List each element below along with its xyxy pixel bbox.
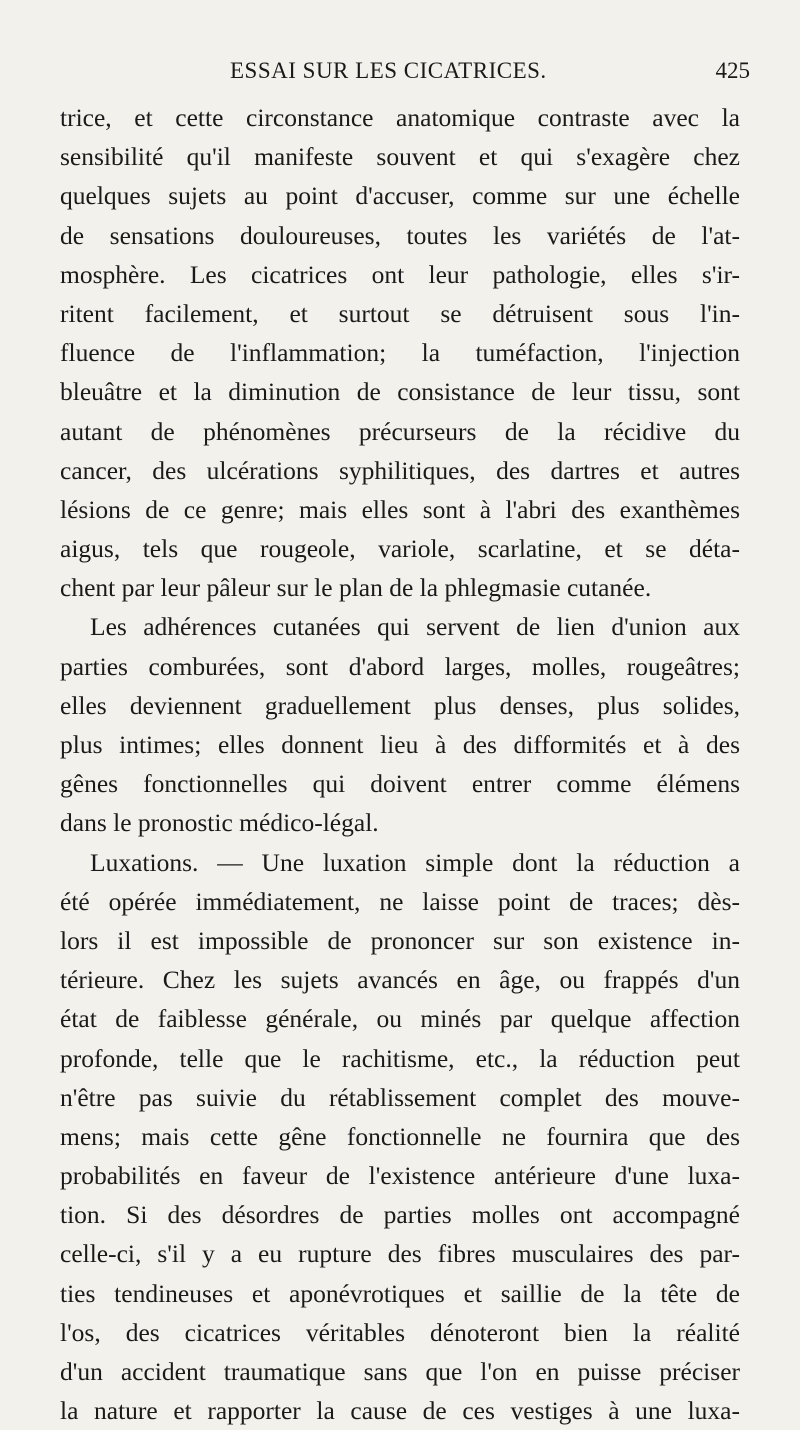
text-line: celle-ci, s'il y a eu rupture des fibres musculaires des par- <box>60 1239 740 1269</box>
text-line: trice, et cette circonstance anatomique contraste avec la <box>60 103 740 132</box>
page-number: 425 <box>715 58 750 83</box>
text-line: ties tendineuses et aponévrotiques et saillie de la tête de <box>60 1278 740 1308</box>
text-line: fluence de l'inflammation; la tuméfaction, l'injection <box>60 338 740 368</box>
text-line: lors il est impossible de prononcer sur son existence in- <box>60 925 740 955</box>
text-line: probabilités en faveur de l'existence antérieure d'une luxa- <box>60 1161 740 1191</box>
text-line: autant de phénomènes précurseurs de la récidive du <box>60 416 740 446</box>
text-line: elles deviennent graduellement plus denses, plus solides, <box>60 690 740 720</box>
text-line: d'un accident traumatique sans que l'on en puisse préciser <box>60 1357 740 1386</box>
text-line: térieure. Chez les sujets avancés en âge, ou frappés d'un <box>60 965 740 995</box>
text-line: chent par leur pâleur sur le plan de la phlegmasie cutanée. <box>60 573 652 603</box>
text-line: de sensations douloureuses, toutes les variétés de l'at- <box>60 220 740 250</box>
text-line: mosphère. Les cicatrices ont leur pathologie, elles s'ir- <box>60 259 740 289</box>
text-line: Luxations. — Une luxation simple dont la réduction a <box>90 847 740 877</box>
body-text <box>60 98 740 1430</box>
text-line: ritent facilement, et surtout se détruisent sous l'in- <box>60 298 740 328</box>
text-line: bleuâtre et la diminution de consistance de leur tissu, sont <box>60 377 740 407</box>
text-line: gênes fonctionnelles qui doivent entrer comme élémens <box>60 769 740 799</box>
running-title: ESSAI SUR LES CICATRICES. <box>230 58 547 83</box>
text-line: Les adhérences cutanées qui servent de lien d'union aux <box>90 612 740 642</box>
text-line: dans le pronostic médico-légal. <box>60 808 379 838</box>
page-header <box>60 58 750 92</box>
text-line: aigus, tels que rougeole, variole, scarlatine, et se déta- <box>60 534 740 564</box>
text-line: n'être pas suivie du rétablissement complet des mouve- <box>60 1082 740 1112</box>
text-line: sensibilité qu'il manifeste souvent et qui s'exagère chez <box>60 142 740 172</box>
text-line: la nature et rapporter la cause de ces vestiges à une luxa- <box>60 1396 740 1426</box>
text-line: quelques sujets au point d'accuser, comme sur une échelle <box>60 181 740 211</box>
text-line: profonde, telle que le rachitisme, etc., la réduction peut <box>60 1043 740 1073</box>
text-line: été opérée immédiatement, ne laisse point de traces; dès- <box>60 886 740 916</box>
text-line: mens; mais cette gêne fonctionnelle ne fournira que des <box>60 1121 740 1151</box>
text-line: tion. Si des désordres de parties molles ont accompagné <box>60 1200 740 1230</box>
text-line: parties comburées, sont d'abord larges, molles, rougeâtres; <box>60 651 740 681</box>
text-line: l'os, des cicatrices véritables dénoteront bien la réalité <box>60 1317 740 1347</box>
text-line: plus intimes; elles donnent lieu à des difformités et à des <box>60 730 740 759</box>
text-line: cancer, des ulcérations syphilitiques, des dartres et autres <box>60 455 740 485</box>
text-line: état de faiblesse générale, ou minés par quelque affection <box>60 1004 740 1034</box>
text-line: lésions de ce genre; mais elles sont à l'abri des exanthèmes <box>60 494 740 524</box>
